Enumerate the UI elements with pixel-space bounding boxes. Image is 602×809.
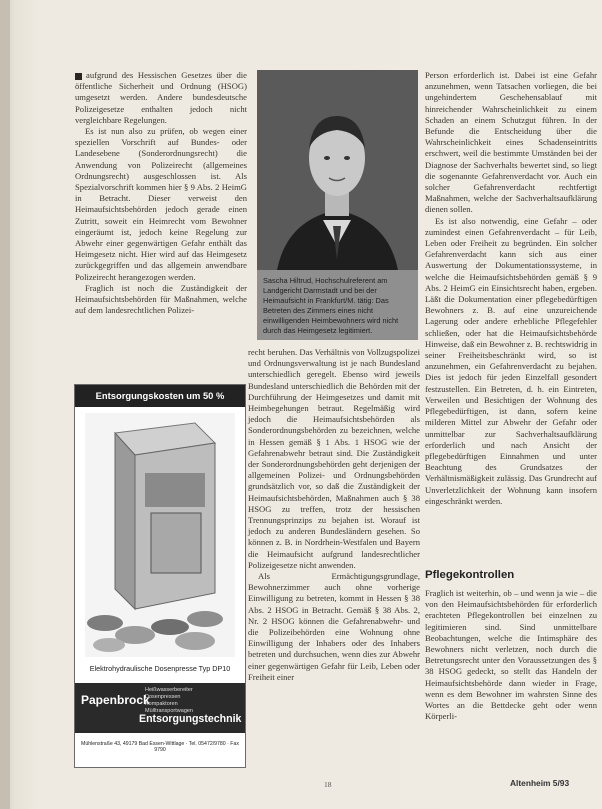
paragraph: Person erforderlich ist. Dabei ist eine Gefahr anzunehmen, wenn Tatsachen vorliegen, die bei ungehindertem Geschehensablauf mit hinreichender Wahrscheinlichkeit zu einem Schaden an einem Schutzgut führen. In der Befunde die Entscheidung über die Wahrscheinlichkeit eines Schadenseintritts erschwert, weil die bestimmte Umständen bei der Diagnose der Sachverhalts bewertet sind, so liegt die sogenannte Gefahrenverdacht vor. Auch ein solcher Gefahrenverdacht rechtfertigt Maßnahmen, welche der Sachverhaltsaufklärung dienen sollen. <box>425 70 597 215</box>
portrait-photo-box <box>257 70 418 340</box>
ad-brand-bar <box>75 683 245 733</box>
brand-tag: Heißwasserbereiter <box>145 687 193 693</box>
brand-tags <box>145 687 193 715</box>
paragraph: aufgrund des Hessischen Gesetzes über die öffentliche Sicherheit und Ordnung (HSOG) umgesetzt werden. Andere bundesdeutsche Polizeigesetze enthalten jedoch nicht vergleichbare Regelungen. <box>75 70 247 125</box>
section-heading: Pflegekontrollen <box>425 569 515 581</box>
ad-header: Entsorgungskosten um 50 % <box>75 385 245 407</box>
photo-caption: Sascha Hiltrud, Hochschulreferent am Landgericht Darmstadt und bei der Heimaufsicht in Frankfurt/M. tätig: Das Betreten des Zimmers eines nicht einwilligenden Heimbewohners wird nicht durch das Heimgesetz legitimiert. <box>263 276 399 335</box>
brand-tag: Mülltransportwagen <box>145 708 193 714</box>
magazine-footer: Altenheim 5/93 <box>510 778 570 788</box>
brand-name: Papenbrock <box>81 693 150 707</box>
page-number: 18 <box>324 780 332 789</box>
portrait-photo <box>257 70 418 270</box>
text-column-3 <box>425 70 597 507</box>
brand-subtitle: Entsorgungstechnik <box>139 713 242 725</box>
paragraph: Es ist also notwendig, eine Gefahr – oder zumindest einen Gefahrenverdacht – für Leib, Leben oder Freiheit zu begründen. Ein solcher Gefahrenverdacht kann sich aus einer Auswertung der Dokumentationssysteme, in welche die Heimaufsichtsbehörden gemäß § 9 Abs. 2 HeimG ein Einsichtsrecht haben, ergeben. Läßt die Dokumentation einer pflegebedürftigen Bewohners z. B. auf eine unzureichende Lagerung oder andere erhebliche Pflegefehler schließen, oder hat die Heimaufsichtsbehörde Hinweise, daß ein Bewohner z. B. rechtswidrig in seiner Freiheitsbeschränkt wird, so ist anzunehmen, ein Gefahrenverdacht zu bejahen. Dies ist jedoch für jeden Einzelfall gesondert festzustellen. Ein Betreten, d. h. ein Eintreten, Verweilen und Besichtigen der Wohnung des Pflegebedürftigen, ist dann, sofern keine milderen Mittel zur Abwehr der Gefahr oder unmittelbar zur Sachverhaltsaufklärung erforderlich und nach Ansicht der pflegebedürftigen Einnahmen und unter Beachtung des Grundsatzes der Verhältnismäßigkeit zulässig. Das Grundrecht auf Unverletzlichkeit der Wohnung kann insofern eingeschränkt werden. <box>425 215 597 506</box>
paragraph: Fraglich ist weiterhin, ob – und wenn ja wie – die von den Heimaufsichtsbehörden für erforderlich erachteten Pflegekontrollen bei einzelnen zu legitimieren sind. Sind unmittelbare Beobachtungen, welche die Intimsphäre des Bewohners nicht verletzen, noch durch die Betretungsrecht unter den Voraussetzungen des § 38 HSOG gedeckt, so stellt das Handeln der Heimaufsichtsbehörde dann wieder in Frage, wenn es dem Bewohner im wahrsten Sinne des Wortes an die Bettdecke geht oder wenn Körperli- <box>425 588 597 722</box>
page-binding-edge <box>0 0 10 809</box>
brand-tag: Kompaktoren <box>145 701 178 707</box>
paragraph: Als Ermächtigungsgrundlage, Bewohnerzimmer auch ohne vorherige Einwilligung zu betreten, kommt in Hessen § 38 Abs. 2 HSOG in Betracht. Gemäß § 38 Abs. 2, Nr. 2 HSOG können die Gefahrenabwehr- und die Polizeibehörden eine Wohnung ohne Einwilligung der Inhabers oder des Inhabers betreten und durchsuchen, wenn dies zur Abwehr einer gegenwärtigen Gefahr für Leib, Leben oder Freiheit einer <box>248 571 420 682</box>
paragraph: recht beruhen. Das Verhältnis von Vollzugspolizei und Ordnungsverwaltung ist je nach Bundesland unterschiedlich geregelt. Ebenso wird jeweils Bundesland unterschiedlich die Behörden mit der Durchführung der Heimgesetzes und damit mit Heimbegehungen betraut. Regelmäßig wird jedoch die Heimaufsichtsbehörden als Sonderordnungsbehörden zu bezeichnen, welche in Hessen gemäß § 1 Abs. 1 HSOG wie der Gefahrenabwehr betraut sind. Die Zuständigkeit der Sonderordnungsbehörden geht derjenigen der allgemeinen Polizei- und Ordnungsbehörden grundsätzlich vor, so daß die Zuständigkeit der Heimaufsichtsbehörden, Maßnahmen auch § 38 HSOG zu treffen, trotz der hessischen Trennungsprinzips zu bejahen ist. Worauf ist jedoch zu anderen Bundesländern gesehen. So können z. B. in Nordrhein-Westfalen und Bayern die Heimaufsicht aufgrund landesrechtlicher Polizeigesetze nicht anwenden. <box>248 347 420 570</box>
advertisement <box>74 384 246 768</box>
ad-device-label: Elektrohydraulische Dosenpresse Typ DP10 <box>89 664 231 673</box>
ad-address: Mühlenstraße 43, 49179 Bad Essen-Wittlage · Tel. 05472/9780 · Fax 9790 <box>81 741 239 753</box>
text-column-1 <box>75 70 247 316</box>
can-press-machine-image <box>85 413 235 657</box>
text-column-3-continued <box>425 588 597 722</box>
text-column-2 <box>248 347 420 683</box>
paragraph: Es ist nun also zu prüfen, ob wegen einer speziellen Vorschrift auf Bundes- oder Landesebene (Sonderordnungsrecht) die Anwendung von Polizeirecht (allgemeines Ordnungsrecht) ausgeschlossen ist. Als Spezialvorschrift kommen hier § 9 Abs. 2 HeimG in Betracht. Dieser verweist den Heimaufsichtsbehörden jedoch gerade einen Zutritt, soweit ein Heimrecht vom Bewohner eingeräumt ist, jedoch keine Regelung zur Abwehr einer gegenwärtigen Gefahr enthält das Heimgesetz nicht. Hier wird auf das Heimgesetz zurückgegriffen und das allgemein anwendbare Polizeirecht herangezogen werden. <box>75 126 247 282</box>
continuation-marker-icon <box>75 73 82 80</box>
paragraph: Fraglich ist noch die Zuständigkeit der Heimaufsichtsbehörden für Maßnahmen, welche auf dem landesrechtlichen Polizei- <box>75 282 247 316</box>
brand-tag: Dosenpressen <box>145 694 181 700</box>
